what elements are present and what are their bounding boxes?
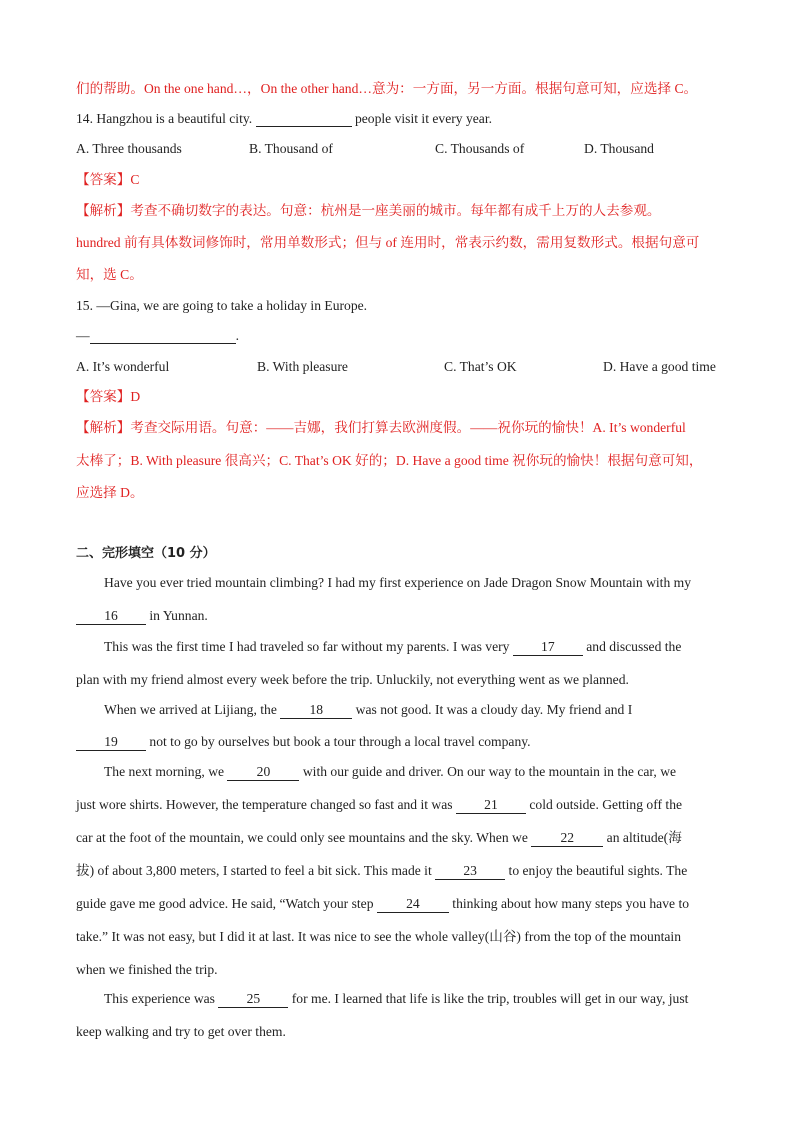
passage-p5-line-1: [104, 991, 688, 1008]
q14-option-d: D. Thousand: [584, 141, 654, 156]
passage-p4-f: 拔) of about 3,800 meters, I started to feel a bit sick. This made it: [76, 863, 436, 878]
passage-p3-tail: not to go by ourselves but book a tour through a local travel company.: [146, 734, 531, 749]
q14-answer-blank: [256, 111, 352, 127]
passage-p2-mid: and discussed the: [582, 639, 682, 654]
q14-stem-after: people visit it every year.: [351, 111, 493, 126]
q14-answer: 【答案】C: [76, 172, 140, 187]
explanation-q13-tail: 们的帮助。On the one hand…，On the other hand…意为：一方面，另一方面。根据句意可知，应选择 C。: [76, 81, 698, 96]
passage-p4-line-7: when we finished the trip.: [76, 962, 218, 977]
passage-p4-e: an altitude(海: [603, 830, 682, 845]
passage-p4-h: guide gave me good advice. He said, “Watch your step: [76, 896, 377, 911]
passage-p4-line-6: take.” It was not easy, but I did it at last. It was nice to see the whole valley(山谷) from the top of the mountain: [76, 929, 682, 944]
q15-answer: 【答案】D: [76, 389, 141, 404]
q14-option-a: A. Three thousands: [76, 141, 182, 156]
passage-p4-line-5: [76, 896, 689, 913]
q14-stem-before: 14. Hangzhou is a beautiful city.: [76, 111, 256, 126]
passage-p4-start: The next morning, we: [104, 764, 228, 779]
passage-p4-c: cold outside. Getting off the: [525, 797, 683, 812]
q15-option-b: B. With pleasure: [257, 359, 348, 374]
question-15-stem: 15. —Gina, we are going to take a holiday in Europe.: [76, 298, 368, 313]
section-2-heading: 二、完形填空（10 分）: [76, 546, 216, 561]
passage-p1-tail: in Yunnan.: [146, 608, 208, 623]
q15-answer-blank: [90, 328, 236, 344]
q14-option-b: B. Thousand of: [249, 141, 333, 156]
q15-option-d: D. Have a good time: [603, 359, 716, 374]
q14-analysis-line-3: 知，选 C。: [76, 267, 143, 282]
q14-analysis-line-2: hundred 前有具体数词修饰时，常用单数形式；但与 of 连用时，常表示约数，需用复数形式。根据句意可: [76, 235, 700, 250]
passage-p4-b: just wore shirts. However, the temperature changed so fast and it was: [76, 797, 456, 812]
blank-23: 23: [435, 863, 505, 880]
blank-21: 21: [456, 797, 526, 814]
passage-p5-line-2: keep walking and try to get over them.: [76, 1024, 286, 1039]
question-14-options: [76, 141, 724, 157]
passage-p2-start: This was the first time I had traveled so far without my parents. I was very: [104, 639, 513, 654]
q15-analysis-line-3: 应选择 D。: [76, 485, 144, 500]
passage-p4-line-1: [104, 764, 676, 781]
question-14-stem: [76, 111, 492, 127]
passage-p3-line-1: [104, 702, 632, 719]
passage-p2-line-2: plan with my friend almost every week before the trip. Unluckily, not everything went as we planned.: [76, 672, 629, 687]
blank-25: 25: [218, 991, 288, 1008]
q15-reply-period: .: [235, 328, 239, 343]
q14-analysis-line-1: 【解析】考查不确切数字的表达。句意：杭州是一座美丽的城市。每年都有成千上万的人去参观。: [76, 203, 661, 218]
blank-20: 20: [227, 764, 299, 781]
q15-analysis-line-1: 【解析】考查交际用语。句意：——吉娜，我们打算去欧洲度假。——祝你玩的愉快！A. It’s wonderful: [76, 420, 686, 435]
q15-option-c: C. That’s OK: [444, 359, 517, 374]
blank-16: 16: [76, 608, 146, 625]
passage-p4-g: to enjoy the beautiful sights. The: [505, 863, 688, 878]
passage-p2-line-1: [104, 639, 681, 656]
passage-p4-i: thinking about how many steps you have to: [448, 896, 690, 911]
passage-p3-mid: was not good. It was a cloudy day. My friend and I: [352, 702, 633, 717]
passage-p4-line-2: [76, 797, 682, 814]
passage-p4-line-3: [76, 830, 682, 847]
blank-22: 22: [531, 830, 603, 847]
blank-19: 19: [76, 734, 146, 751]
question-15-options: [76, 359, 724, 375]
passage-p3-line-2: [76, 734, 531, 751]
passage-p5-mid: for me. I learned that life is like the trip, troubles will get in our way, just: [288, 991, 689, 1006]
q14-option-c: C. Thousands of: [435, 141, 525, 156]
question-15-reply: [76, 328, 239, 344]
passage-p1-line-2: [76, 608, 208, 625]
blank-17: 17: [513, 639, 583, 656]
passage-p1-line-1: Have you ever tried mountain climbing? I had my first experience on Jade Dragon Snow Mountain with my: [104, 575, 692, 590]
blank-18: 18: [280, 702, 352, 719]
passage-p4-line-4: [76, 863, 687, 880]
q15-option-a: A. It’s wonderful: [76, 359, 170, 374]
passage-p4-d: car at the foot of the mountain, we could only see mountains and the sky. When we: [76, 830, 532, 845]
passage-p4-a: with our guide and driver. On our way to the mountain in the car, we: [299, 764, 677, 779]
q15-analysis-line-2: 太棒了；B. With pleasure 很高兴；C. That’s OK 好的；D. Have a good time 祝你玩的愉快！根据句意可知，: [76, 453, 703, 468]
q15-reply-dash: —: [76, 328, 90, 343]
passage-p3-start: When we arrived at Lijiang, the: [104, 702, 281, 717]
blank-24: 24: [377, 896, 449, 913]
passage-p5-start: This experience was: [104, 991, 219, 1006]
